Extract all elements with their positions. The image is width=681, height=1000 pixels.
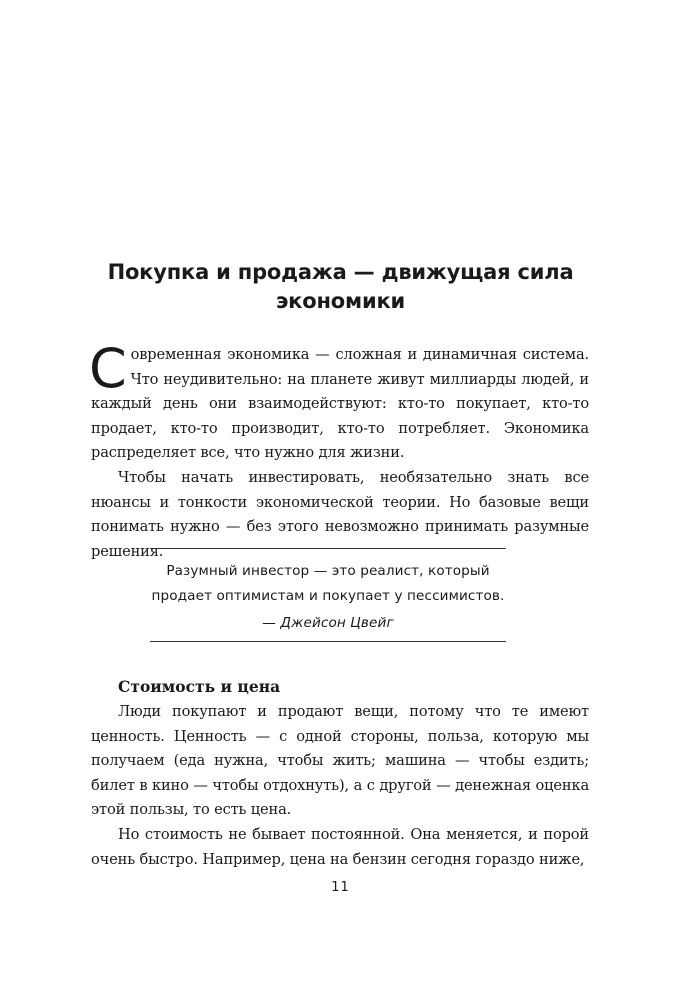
intro-text: [89, 337, 589, 564]
section-text: [91, 700, 589, 872]
epigraph-quote: [140, 559, 516, 636]
section-heading: Стоимость и цена: [118, 677, 281, 696]
intro-paragraph-2: Чтобы начать инвестировать, необязательно знать все нюансы и тонкости экономической теории. Но базовые вещи понимать нужно — без этого невозможно принимать разумные решения.: [91, 468, 589, 560]
quote-top-rule: [150, 548, 506, 549]
quote-bottom-rule: [150, 641, 506, 642]
section-paragraph-1: Люди покупают и продают вещи, потому что те имеют ценность. Ценность — с одной стороны, польза, которую мы получаем (еда нужна, чтобы жить; машина — чтобы ездить; билет в кино — чтобы отдохнуть), а с другой — денежная оценка этой пользы, то есть цена.: [91, 703, 589, 819]
quote-line-2: продает оптимистам и покупает у пессимистов.: [151, 588, 505, 604]
chapter-title-line-1: Покупка и продажа — движущая сила: [107, 260, 574, 284]
intro-paragraph-1: [89, 337, 589, 466]
chapter-title: [100, 258, 581, 316]
drop-cap: С: [89, 337, 127, 400]
quote-line-1: Разумный инвестор — это реалист, который: [166, 563, 490, 579]
chapter-title-line-2: экономики: [275, 289, 406, 313]
section-paragraph-2: Но стоимость не бывает постоянной. Она меняется, и порой очень быстро. Например, цена на бензин сегодня гораздо ниже,: [91, 825, 589, 868]
page-number: 11: [331, 880, 350, 895]
quote-author: — Джейсон Цвейг: [262, 615, 394, 631]
intro-paragraph-1-text: овременная экономика — сложная и динамичная система. Что неудивительно: на планете живут миллиарды людей, и каждый день они взаимодействуют: кто-то покупает, кто-то продает, кто-то производит, кто-то потребляет. Экономика распределяет все, что нужно для жизни.: [91, 346, 589, 462]
